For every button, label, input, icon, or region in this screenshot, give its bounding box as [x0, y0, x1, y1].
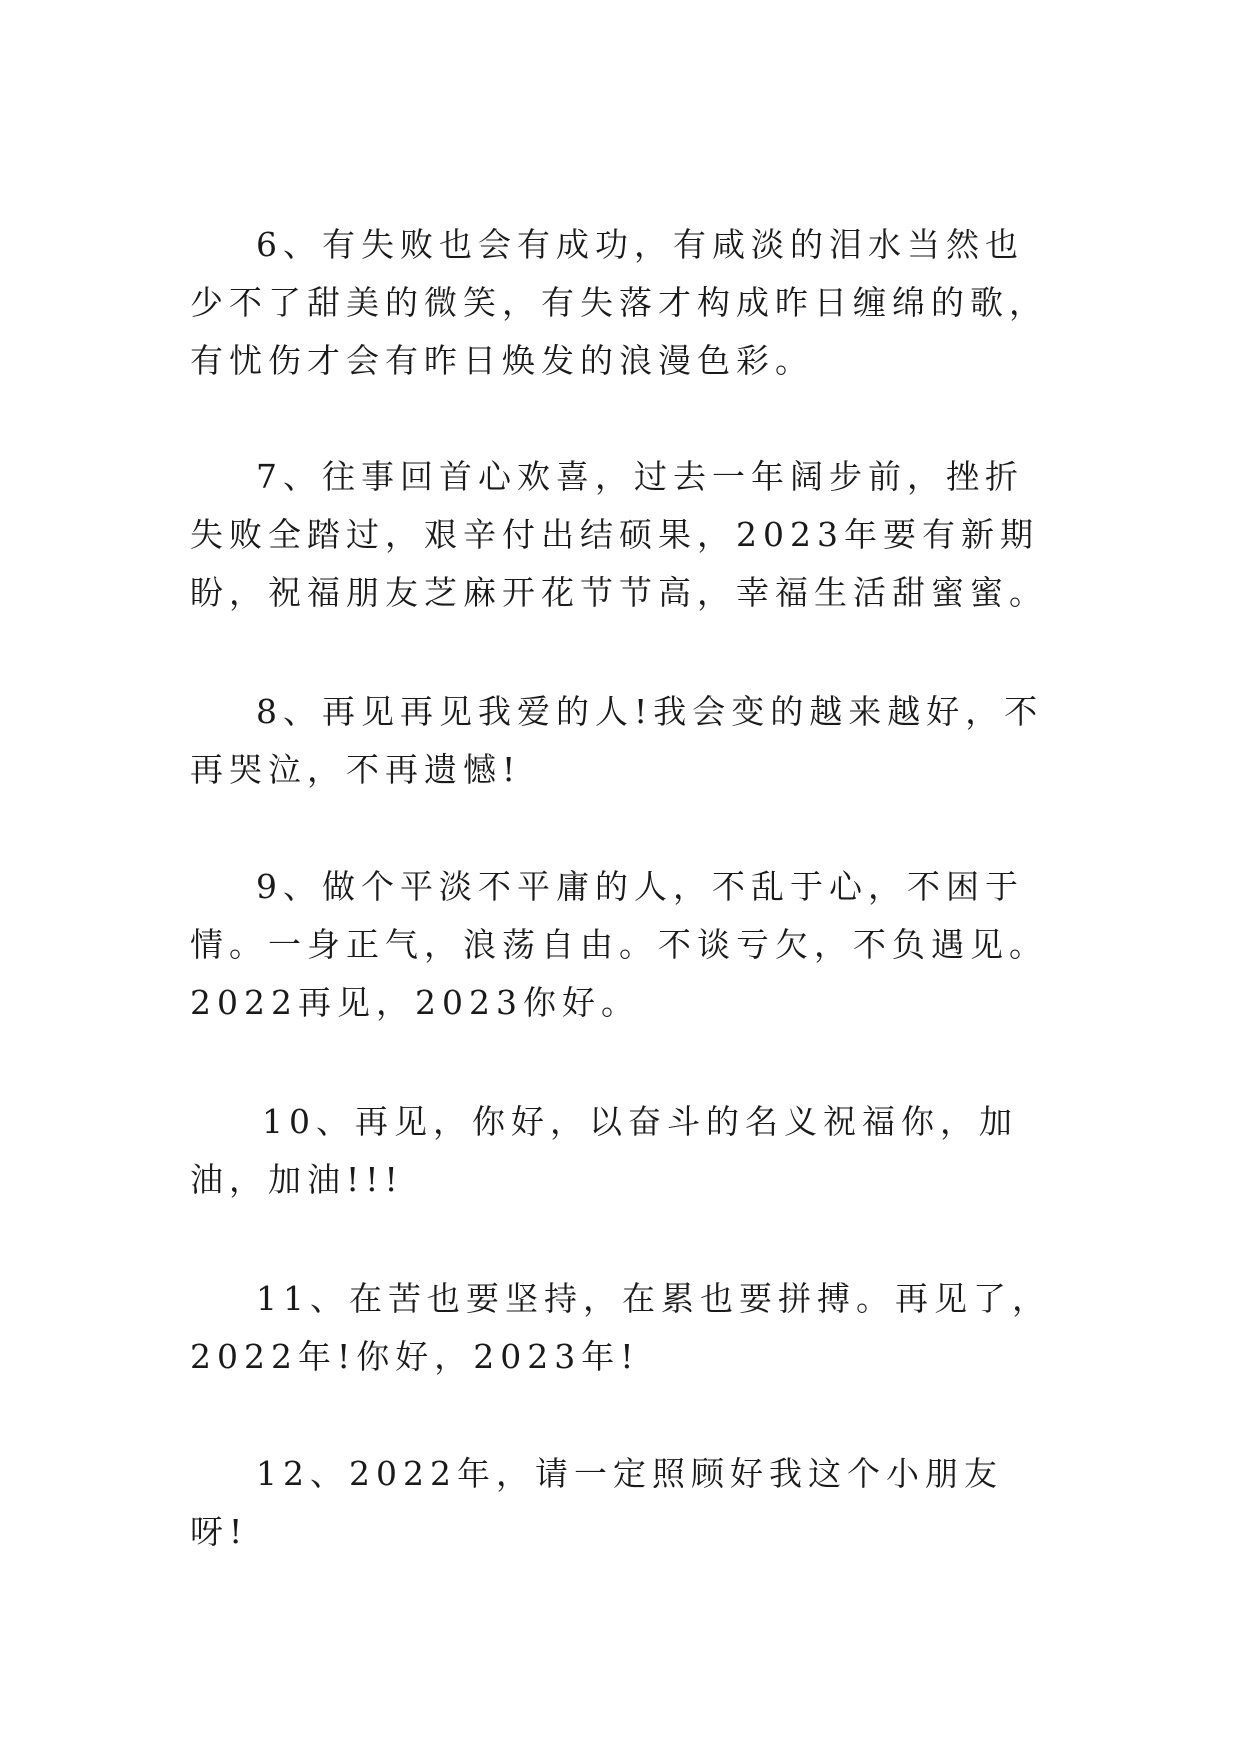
paragraph-12: 12、2022年，请一定照顾好我这个小朋友呀! [190, 1454, 1003, 1551]
paragraph-9: 9、做个平淡不平庸的人，不乱于心，不困于情。一身正气，浪荡自由。不谈亏欠，不负遇见。2022再见，2023你好。 [190, 867, 1048, 1022]
paragraph-6: 6、有失败也会有成功，有咸淡的泪水当然也少不了甜美的微笑，有失落才构成昨日缠绵的歌，有忧伤才会有昨日焕发的浪漫色彩。 [190, 225, 1048, 380]
paragraph-10: 10、再见，你好，以奋斗的名义祝福你，加油，加油!!! [190, 1102, 1018, 1199]
paragraph-8: 8、再见再见我爱的人!我会变的越来越好，不再哭泣，不再遗憾! [190, 692, 1044, 789]
paragraph-7: 7、往事回首心欢喜，过去一年阔步前，挫折失败全踏过，艰辛付出结硕果，2023年要有新期盼，祝福朋友芝麻开花节节高，幸福生活甜蜜蜜。 [190, 457, 1048, 612]
paragraph-11: 11、在苦也要坚持，在累也要拼搏。再见了，2022年!你好，2023年! [190, 1279, 1051, 1376]
